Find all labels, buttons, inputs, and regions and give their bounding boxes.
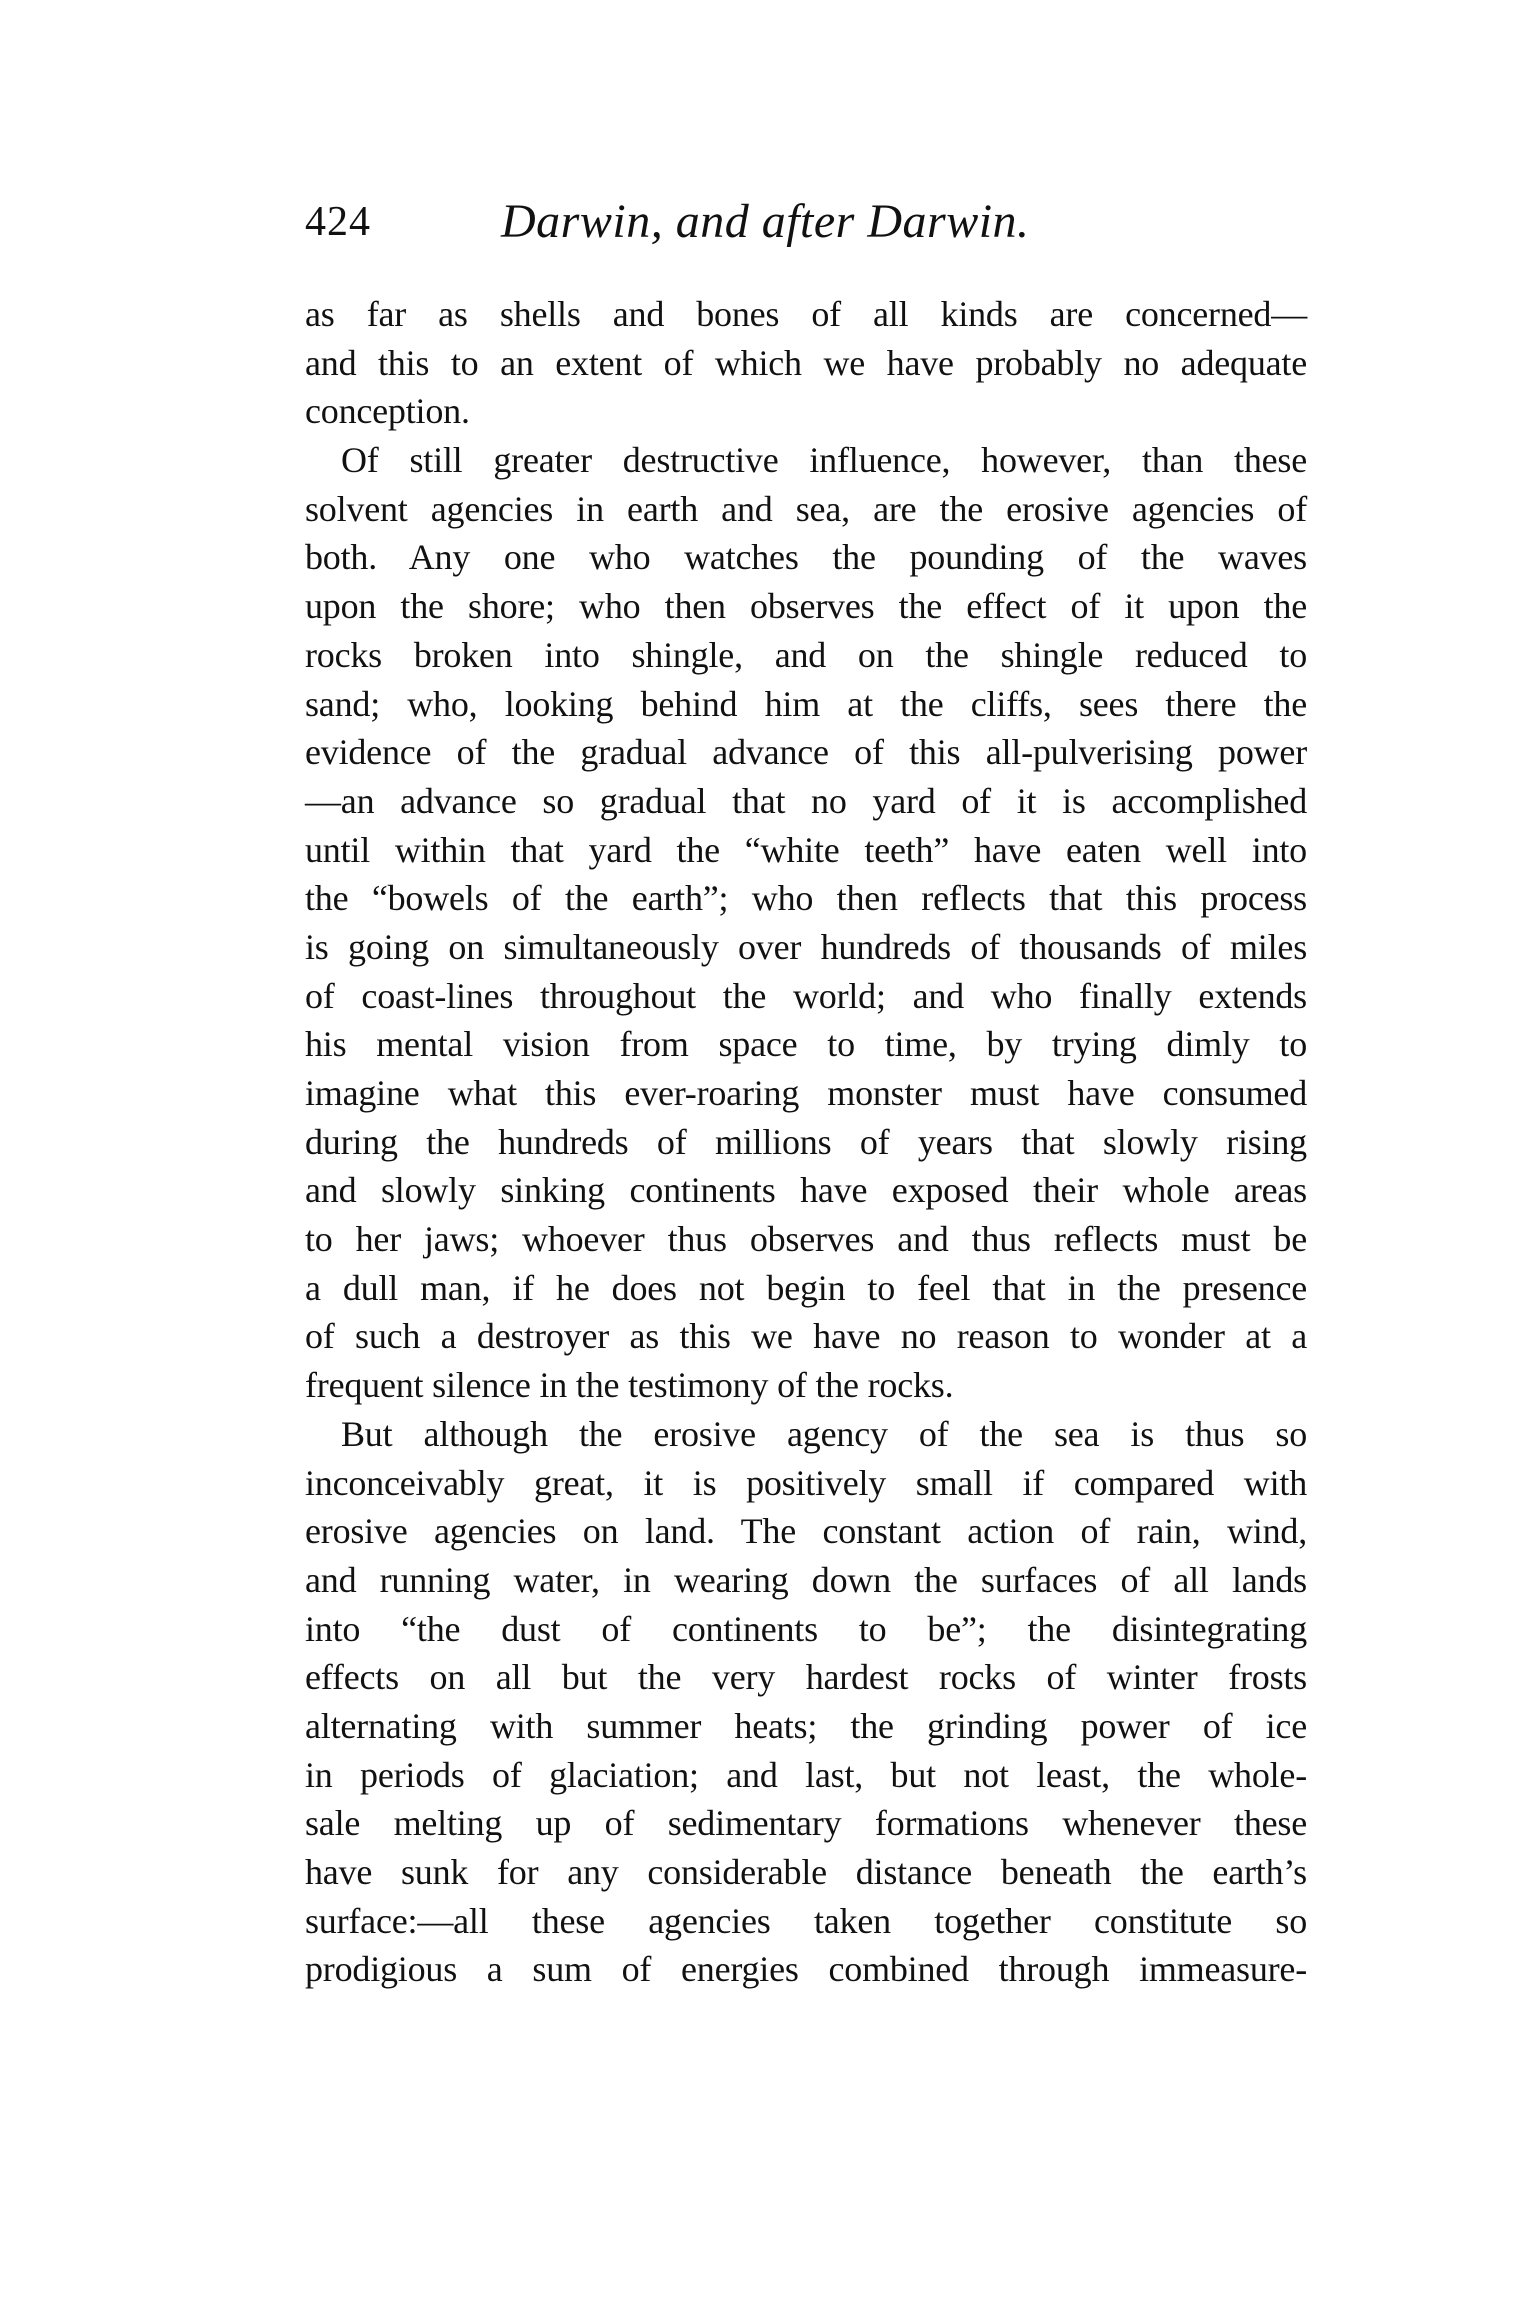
text-line: effects on all but the very hardest rocks of winter frosts (305, 1657, 1307, 1698)
paragraph-3 (305, 1410, 1307, 1994)
text-line: Of still greater destructive influence, however, than these (341, 440, 1307, 481)
paragraph-1 (305, 290, 1307, 436)
text-line: —an advance so gradual that no yard of it is accomplished (305, 780, 1307, 821)
page-number: 424 (305, 199, 371, 245)
text-line: But although the erosive agency of the sea is thus so (341, 1413, 1307, 1454)
text-line: to her jaws; whoever thus observes and thus reflects must be (305, 1219, 1307, 1260)
text-line: of such a destroyer as this we have no reason to wonder at a (305, 1316, 1307, 1357)
text-line: evidence of the gradual advance of this all-pulverising power (305, 732, 1307, 773)
text-line: sand; who, looking behind him at the cliffs, sees there the (305, 683, 1307, 724)
text-line: upon the shore; who then observes the effect of it upon the (305, 586, 1307, 627)
text-line: frequent silence in the testimony of the rocks. (305, 1365, 954, 1406)
text-line: rocks broken into shingle, and on the shingle reduced to (305, 634, 1307, 675)
paragraph-2 (305, 436, 1307, 1410)
text-line: erosive agencies on land. The constant action of rain, wind, (305, 1511, 1307, 1552)
text-line: inconceivably great, it is positively small if compared with (305, 1462, 1307, 1503)
text-line: the “bowels of the earth”; who then reflects that this process (305, 878, 1307, 919)
text-line: is going on simultaneously over hundreds of thousands of miles (305, 926, 1307, 967)
text-line: in periods of glaciation; and last, but not least, the whole- (305, 1754, 1307, 1795)
text-line: his mental vision from space to time, by trying dimly to (305, 1024, 1307, 1065)
text-line: solvent agencies in earth and sea, are the erosive agencies of (305, 488, 1307, 529)
text-line: prodigious a sum of energies combined through immeasure- (305, 1949, 1307, 1990)
text-line: as far as shells and bones of all kinds are concerned— (305, 294, 1307, 334)
text-line: and slowly sinking continents have exposed their whole areas (305, 1170, 1307, 1211)
text-line: have sunk for any considerable distance beneath the earth’s (305, 1852, 1307, 1892)
text-line: until within that yard the “white teeth” have eaten well into (305, 829, 1307, 870)
text-line: and running water, in wearing down the surfaces of all lands (305, 1559, 1307, 1600)
text-line: both. Any one who watches the pounding of the waves (305, 537, 1307, 578)
text-line: a dull man, if he does not begin to feel that in the presence (305, 1267, 1307, 1308)
text-line: and this to an extent of which we have probably no adequate (305, 342, 1307, 383)
text-line: of coast-lines throughout the world; and who finally extends (305, 975, 1307, 1016)
text-line: sale melting up of sedimentary formations whenever these (305, 1803, 1307, 1844)
text-line: conception. (305, 391, 470, 432)
text-line: imagine what this ever-roaring monster must have consumed (305, 1073, 1307, 1113)
running-head (305, 192, 1305, 252)
body-text (305, 290, 1307, 1994)
text-line: surface:—all these agencies taken together constitute so (305, 1900, 1307, 1941)
text-line: alternating with summer heats; the grinding power of ice (305, 1705, 1307, 1746)
text-line: into “the dust of continents to be”; the disintegrating (305, 1608, 1307, 1649)
running-title: Darwin, and after Darwin. (501, 195, 1030, 248)
text-line: during the hundreds of millions of years that slowly rising (305, 1121, 1307, 1162)
